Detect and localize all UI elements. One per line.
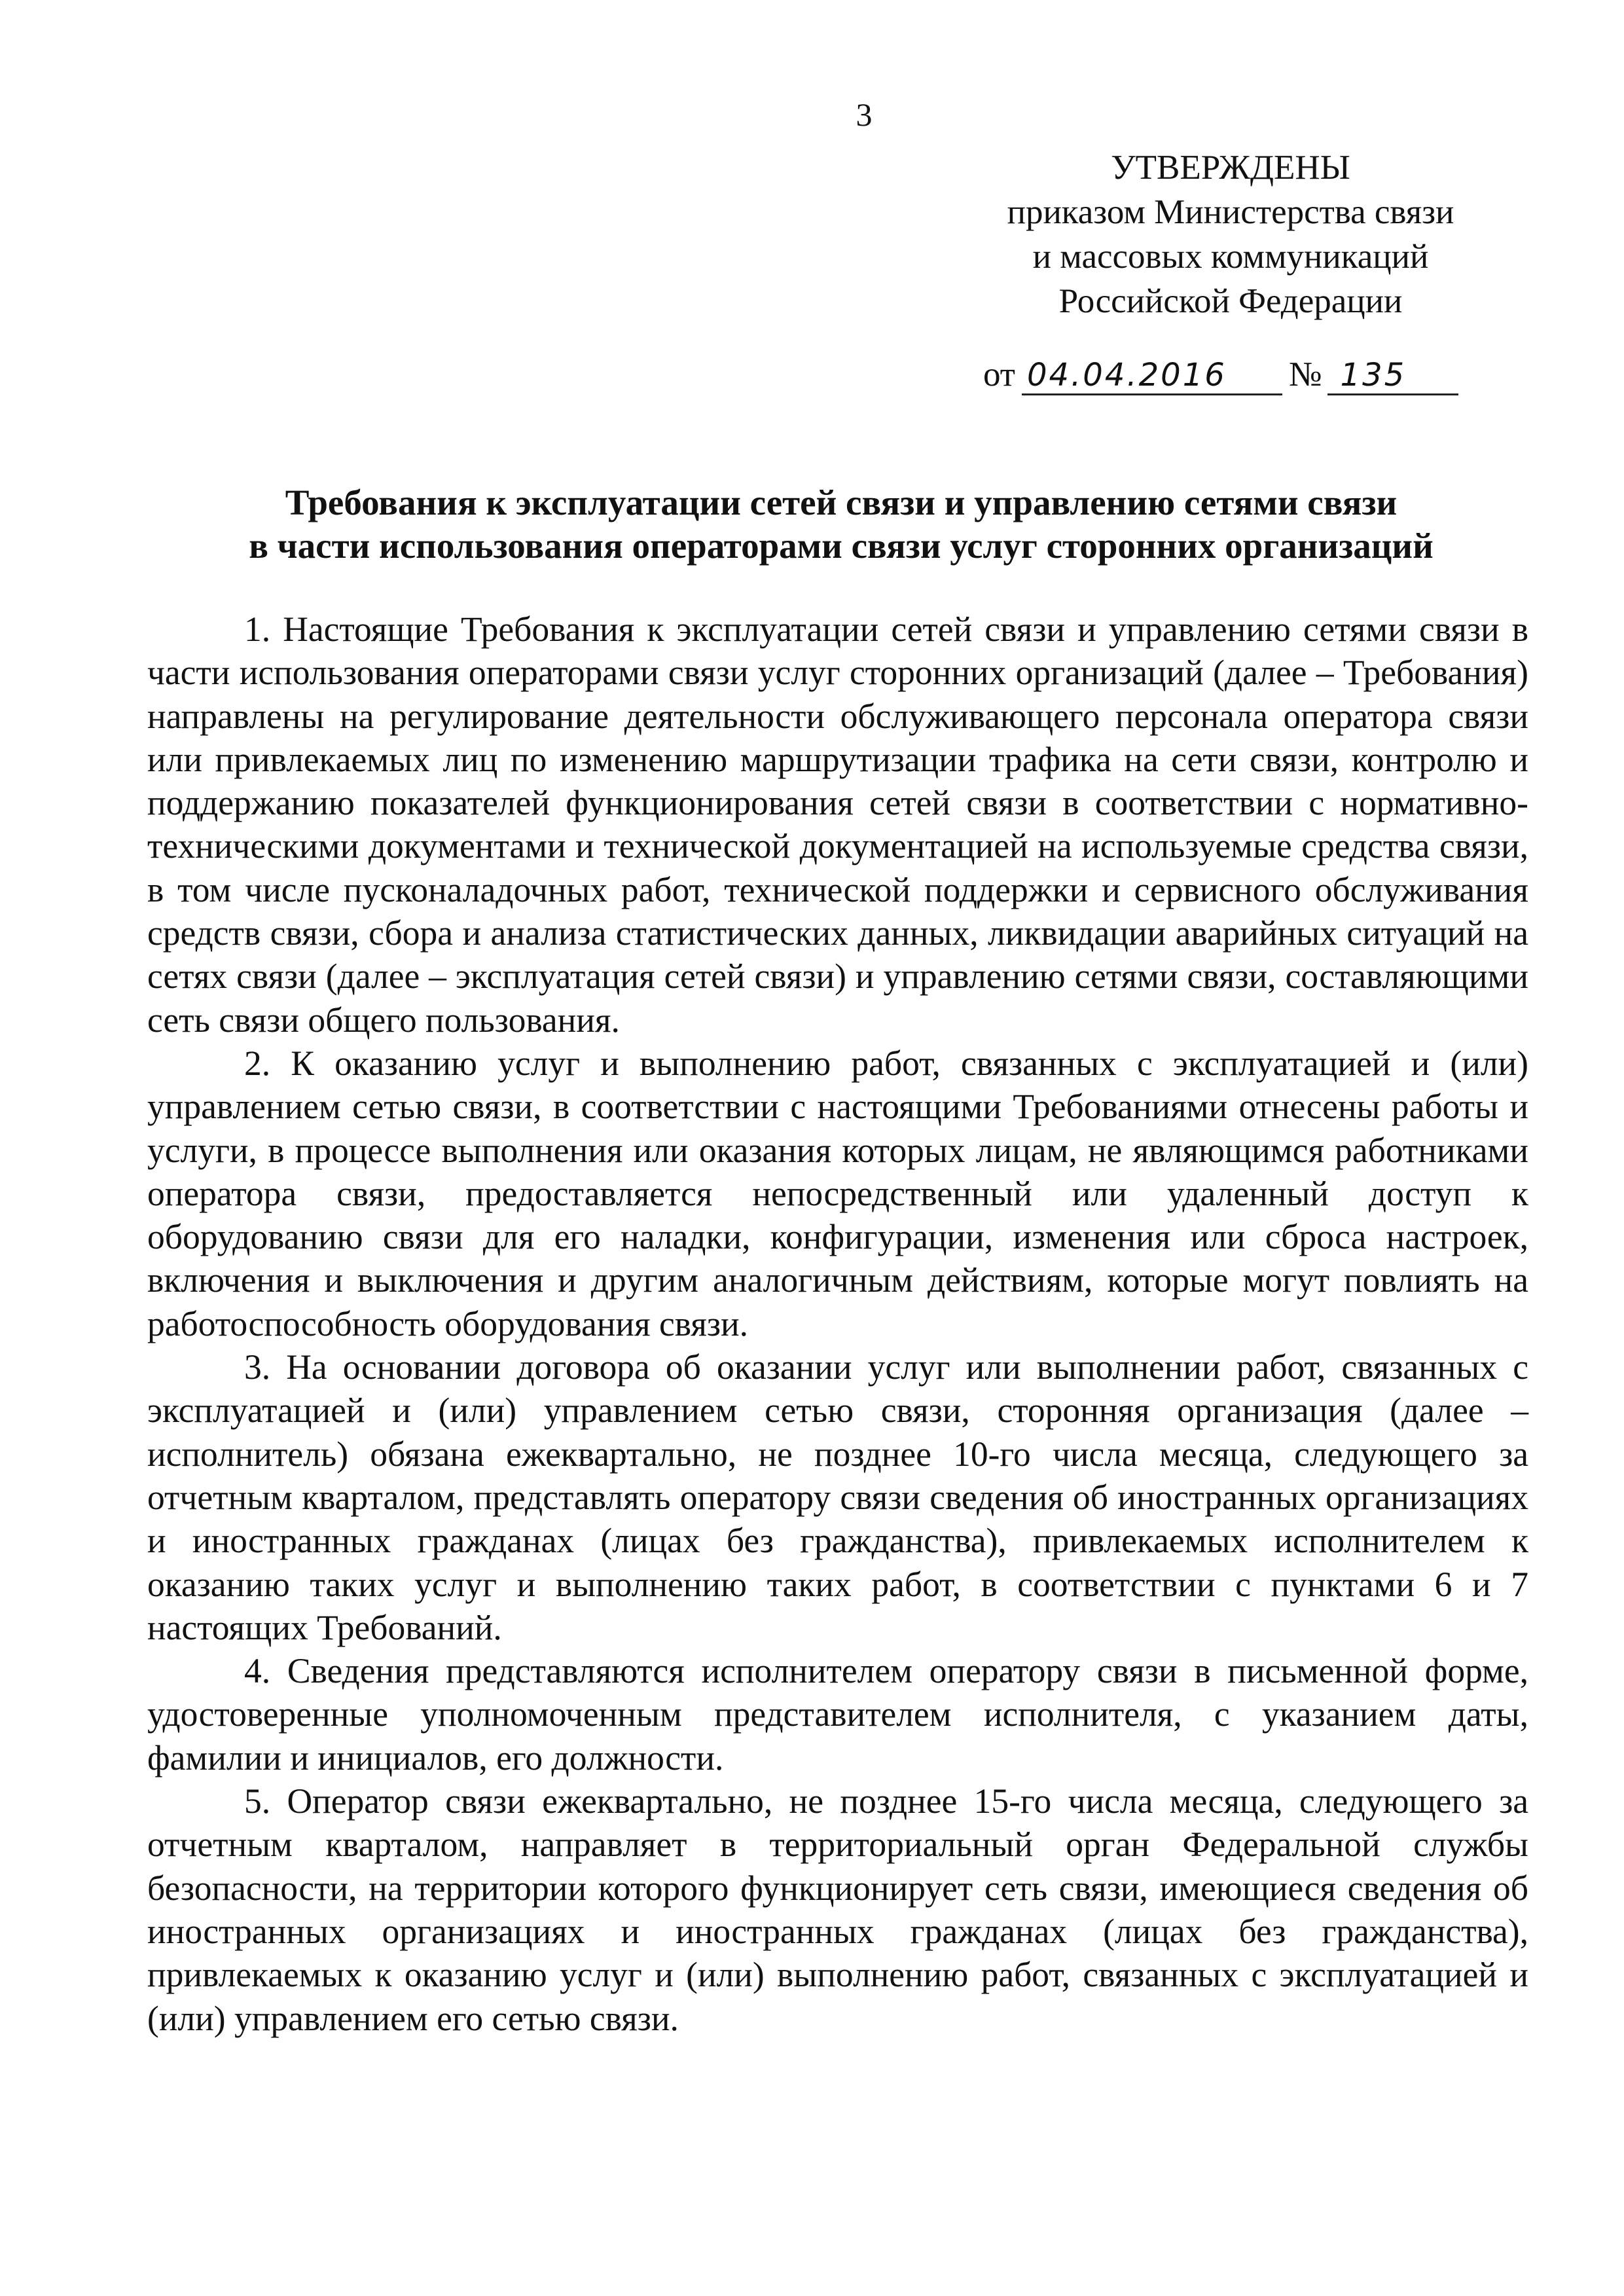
approval-heading: УТВЕРЖДЕНЫ [1111,149,1350,187]
approval-line-communications: и массовых коммуникаций [1032,238,1429,276]
document-body [147,608,1528,2040]
document-title [157,481,1525,568]
paragraph-5: 5. Оператор связи ежеквартально, не позднее 15-го числа месяца, следующего за отчетным кварталом, направляет в территориальный орган Федеральной службы безопасности, на территории которого функционирует сеть связи, имеющиеся сведения об иностранных организациях и иностранных гражданах (лицах без гражданства), привлекаемых к оказанию услуг и (или) выполнению работ, связанных с эксплуатацией и (или) управлением его сетью связи. [147,1781,1528,2038]
approval-block [943,145,1519,397]
date-prefix: от [983,355,1015,393]
title-line-2: в части использования операторами связи услуг сторонних организаций [249,526,1434,566]
paragraph-1: 1. Настоящие Требования к эксплуатации сетей связи и управлению сетями связи в части использования операторами связи услуг сторонних организаций (далее – Требования) направлены на регулирование деятельности обслуживающего персонала оператора связи или привлекаемых лиц по изменению маршрутизации трафика на сети связи, контролю и поддержанию показателей функционирования сетей связи в соответствии с нормативно-техническими документами и технической документацией на используемые средства связи, в том числе пусконаладочных работ, технической поддержки и сервисного обслуживания средств связи, сбора и анализа статистических данных, ликвидации аварийных ситуаций на сетях связи (далее – эксплуатация сетей связи) и управлению сетями связи, составляющими сеть связи общего пользования. [147,610,1528,1040]
handwritten-date: 04.04.2016 [1022,357,1282,395]
number-sign: № [1288,355,1322,393]
title-line-1: Требования к эксплуатации сетей связи и управлению сетями связи [285,483,1398,522]
paragraph-4: 4. Сведения представляются исполнителем оператору связи в письменной форме, удостоверенные уполномоченным представителем исполнителя, с указанием даты, фамилии и инициалов, его должности. [147,1651,1528,1777]
paragraph-2: 2. К оказанию услуг и выполнению работ, связанных с эксплуатацией и (или) управлением сетью связи, в соответствии с настоящими Требованиями отнесены работы и услуги, в процессе выполнения или оказания которых лицам, не являющимся работниками оператора связи, предоставляется непосредственный или удаленный доступ к оборудованию связи для его наладки, конфигурации, изменения или сброса настроек, включения и выключения и другим аналогичным действиям, которые могут повлиять на работоспособность оборудования связи. [147,1043,1528,1343]
approval-date-line [943,352,1519,397]
handwritten-order-number: 135 [1327,357,1458,395]
approval-line-ministry: приказом Министерства связи [1007,193,1454,231]
approval-line-federation: Российской Федерации [1058,282,1403,320]
page-number: 3 [856,96,873,133]
paragraph-3: 3. На основании договора об оказании услуг или выполнении работ, связанных с эксплуатацией и (или) управлением сетью связи, сторонняя организация (далее – исполнитель) обязана ежеквартально, не позднее 10-го числа месяца, следующего за отчетным кварталом, представлять оператору связи сведения об иностранных организациях и иностранных гражданах (лицах без гражданства), привлекаемых исполнителем к оказанию таких услуг и выполнению таких работ, в соответствии с пунктами 6 и 7 настоящих Требований. [147,1347,1528,1647]
